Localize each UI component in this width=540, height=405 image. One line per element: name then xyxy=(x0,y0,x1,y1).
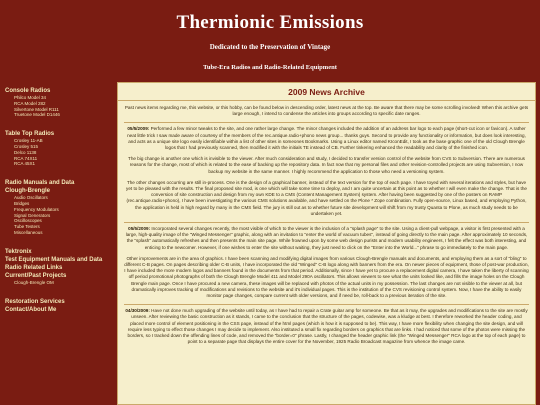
news-paragraph xyxy=(124,180,529,217)
intro-paragraph: Past news items regarding me, this website, or this hobby, can be found below in descending order, latest news at the top. Be aware that there may be some scrolling involved! When this archive gets large enough, I intend to condense the articles into groups according to specific date ranges. xyxy=(124,105,529,117)
sidebar-nav xyxy=(0,82,115,405)
news-archive-content[interactable] xyxy=(117,82,536,405)
site-header xyxy=(0,0,540,82)
nav-oscilloscopes[interactable]: Oscilloscopes xyxy=(14,218,42,224)
nav-rca-45x1[interactable]: RCA 45X1 xyxy=(14,161,36,167)
nav-philco-34[interactable]: Philco Model 34 xyxy=(14,95,47,100)
news-paragraph xyxy=(124,308,529,345)
news-paragraph xyxy=(124,156,529,175)
news-date: 05/5/2009: xyxy=(128,226,151,232)
nav-audio-oscillators[interactable]: Audio Oscillators xyxy=(14,195,48,201)
news-text: The other changes occurring are still in-process. One is the design of a graphical banner, instead of the text version for the top of each page. I have toyed with several iterations and styles, but have yet to be pleased with the results. The final proposed site mod, is one which will take some time to deploy, and I am quite uncertain at this point as to whether I will even make the change. That is the conversion of site construction and design from my own KDE to a CMS (Content Management System) system. After having been suggested by one of the posters on RAMP (rec.antique.radio+phono), I have been investigating the various CMS solutions available, and have settled on the Plone * Zope combination. Fully open-source, Linux based, and employing Python, the application is held in high regard by many in the CMS field. The jury is still out as to whether future site development will shift from my trusty Quanta to Plone, as much study needs to be undertaken yet. xyxy=(126,179,527,216)
nav-clough-brengle-om[interactable]: Clough-Brengle OM xyxy=(14,279,54,285)
nav-radio-links[interactable]: Radio Related Links xyxy=(5,264,63,271)
nav-bridges[interactable]: Bridges xyxy=(14,200,30,206)
news-text: Performed a few minor tweaks to the site, and one rather large change. The minor changes included the addition of an address bar logo to each page (short-cut icon or favicon). A rather neat little trick I saw made aware of courtesy of the members of the rec.antique.radio+phono news group... thanks guys. Second to provide any functionality or information, but does look interesting, and acts as a unique site logo easily identifiable within a list of other sites in someones Bookmarks. Using a Linux editor named KIconEdit, I took as the base graphic one of the old Clough Brengle logos that I had previously scanned, then modified it with the initials TE instead of CB. Further tinkering enhanced the readability and clarity of the finished icon. xyxy=(127,126,526,151)
site-tagline: Tube-Era Radios and Radio-Related Equipment xyxy=(203,64,337,71)
nav-tube-testers[interactable]: Tube Testers xyxy=(14,224,40,230)
nav-clough-brengle[interactable]: Clough-Brengle xyxy=(5,188,50,195)
page-title: 2009 News Archive xyxy=(118,87,535,101)
news-text: Incorporated several changes recently, the most visible of which to the viewer is the inclusion of a "splash page" to the site. Using a client-pull webpage, a visitor is first presented with a large, high-quality image of the "Winged Messenger" graphic, along with an invitation to "enter the world of vacuum tubes", instead of going directly to the main page. After approximately 10 seconds, the "splash" automatically refreshes and then presents the main site page. While frowned upon by some web design purists and modern usability engineers, I felt the effect was both interesting, and enticing to the newcomer. However, if one wishes to enter the site without waiting, they just need to click on the "Enter into the World..." phrase to go immediately to the main page. xyxy=(125,226,528,250)
nav-miscellaneous[interactable]: Miscellaneous xyxy=(14,229,43,235)
nav-crosley-515[interactable]: Crosley 515 xyxy=(14,143,39,149)
nav-frequency-modulators[interactable]: Frequency Modulators xyxy=(14,206,59,212)
news-text: Other improvements are in the area of graphics. I have been scanning and modifying digital images from various Clough-Brengle manuals and documents, and employing them as a sort of "bling" to different C-B pages. On pages describing older C-B units, I have incorporated the old "Winged" C-B logo along with banners from the era. On newer pieces of equipment, those of post-war production, I have included the more modern logos and banners found in the documents from that period. Additionally, since I have yet to procure a replacement digital camera, I have taken the liberty of scanning off period promotional photographs of both the Clough Brengle Model 411 and Model 290A oscillators. This allows viewers to see what the units looked like, and fills the image holes on the Clough Brengle main page. Once I have procured a new camera, these images will be replaced with photos of the actual units in my possession. The last changes are not visible to the viewer at all, but dramatically improves tracking of modifications and revisions to the website and it's individual pages. This is the institution of the CVS revisioning control system. Now, I have the ability to easily monitor page changes, compare current with older versions, and if need be, roll-back to a previous iteration of the site. xyxy=(124,255,529,299)
news-paragraph xyxy=(124,226,529,251)
divider xyxy=(124,304,529,305)
nav-tektronix[interactable]: Tektronix xyxy=(5,248,32,255)
site-title[interactable]: Thermionic Emissions xyxy=(176,12,364,33)
nav-truetone-d1446[interactable]: Truetone Model D1446 xyxy=(14,112,60,118)
news-date: 05/5/2009: xyxy=(127,126,150,132)
nav-signal-generators[interactable]: Signal Generators xyxy=(14,212,51,218)
news-text: Have not done much upgrading of the website until today, as I have had to repair a Crate guitar amp for someone. Be that as it may, the upgrades and modifications to the site are mostly unseen. After reviewing the basic construction as it stands, I came to the conclusion that the structure of the pages, codewise, was a kludge at best. I therefore reworked the header coding, and placed more control of element positioning in the CSS page, instead of the html pages (which is how it is supposed to be). This way, I have more flexibility when changing the site design, and will require less typing to effect those changes I may decide to implement. Also instituted a small fix regarding borders on graphics that are links. I had noticed that some of the photos were missing the borders, so I tracked down the offending lines of code, and removed the "border=0" phrase. Lastly, I changed the header graphic link (the "Winged Messenger" RCA logo at the top of each page) to point to a separate page that displays the entire cover for the November, 1925 Radio Broadcast magazine from whence the image came. xyxy=(127,308,528,345)
nav-contact-about[interactable]: Contact/About Me xyxy=(5,306,57,313)
nav-radio-manuals[interactable]: Radio Manuals and Data xyxy=(5,180,75,187)
news-text: The big change is another one which is invisible to the viewer. After much consideration and study, I decided to transfer version control of the website from CVS to Subversion. There are numerous reasons for the change, most of which is related to the ease of backing up the repository data. In fact now that my personal files and other revision-controlled projects are using Subversion, I now backup my website in the same manner. I highly recommend the application to those who need a versioning system. xyxy=(128,156,525,174)
nav-restoration-services[interactable]: Restoration Services xyxy=(5,298,65,305)
nav-crosley-11ab[interactable]: Crosley 11-AB xyxy=(14,138,43,144)
nav-silvertone-r111[interactable]: Silvertone Model R111 xyxy=(14,106,59,112)
nav-rca-74x11[interactable]: RCA 74X11 xyxy=(14,155,38,161)
news-date: 04/30/2009: xyxy=(125,308,150,314)
nav-table-top-radios[interactable]: Table Top Radios xyxy=(5,131,55,138)
nav-projects[interactable]: Current/Past Projects xyxy=(5,272,67,279)
nav-console-radios[interactable]: Console Radios xyxy=(5,88,51,94)
news-paragraph xyxy=(124,126,529,151)
nav-rca-282[interactable]: RCA Model 282 xyxy=(14,100,46,106)
divider xyxy=(124,222,529,223)
site-subtitle: Dedicated to the Preservation of Vintage xyxy=(209,43,331,51)
news-paragraph xyxy=(124,256,529,299)
nav-delco-1138[interactable]: Delco 1138 xyxy=(14,149,37,155)
divider xyxy=(124,122,529,123)
nav-test-equipment-manuals[interactable]: Test Equipment Manuals and Data xyxy=(5,256,103,263)
